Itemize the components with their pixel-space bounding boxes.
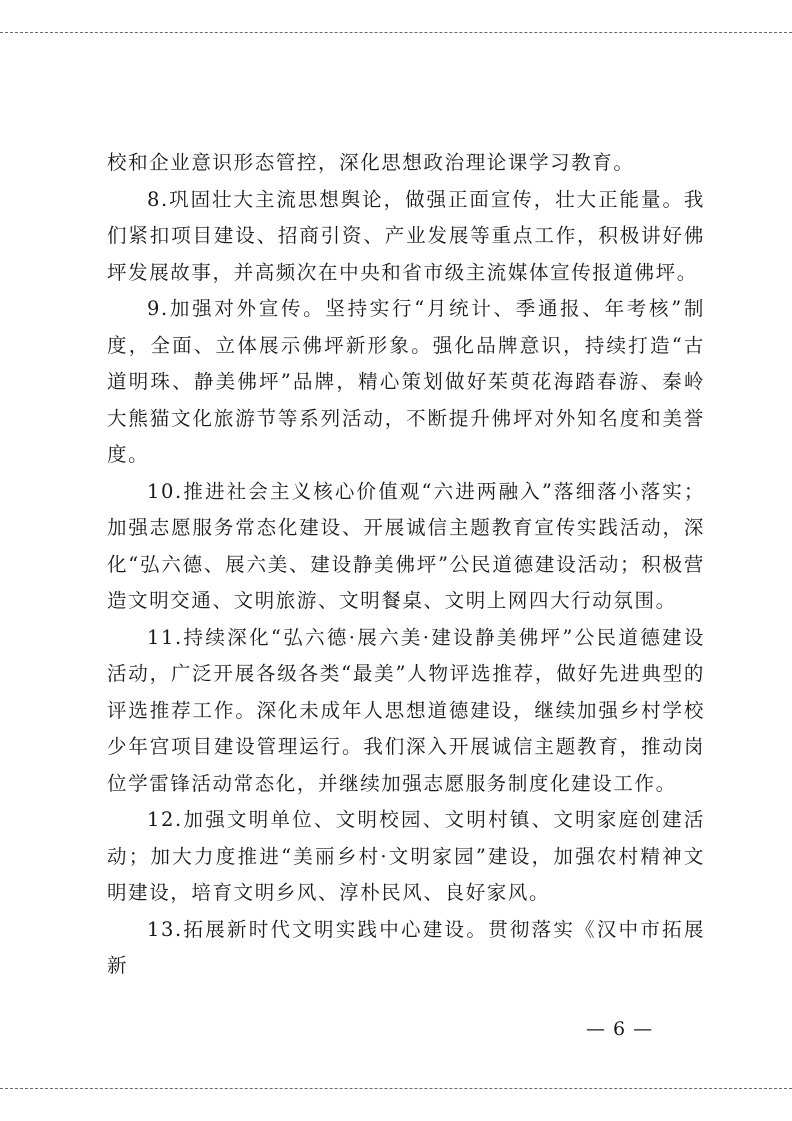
paragraph-item-13: 13.拓展新时代文明实践中心建设。贯彻落实《汉中市拓展新 (107, 917, 705, 977)
document-body (107, 145, 705, 985)
paragraph-item-12: 12.加强文明单位、文明校园、文明村镇、文明家庭创建活动；加大力度推进“美丽乡村·文明家园”建设，加强农村精神文明建设，培育文明乡风、淳朴民风、良好家风。 (107, 808, 705, 904)
paragraph-item-10: 10.推进社会主义核心价值观“六进两融入”落细落小落实；加强志愿服务常态化建设、开展诚信主题教育宣传实践活动，深化“弘六德、展六美、建设静美佛坪”公民道德建设活动；积极营造文明交通、文明旅游、文明餐桌、文明上网四大行动氛围。 (107, 479, 705, 612)
paragraph-item-11: 11.持续深化“弘六德·展六美·建设静美佛坪”公民道德建设活动，广泛开展各级各类“最美”人物评选推荐，做好先进典型的评选推荐工作。深化未成年人思想道德建设，继续加强乡村学校少年宫项目建设管理运行。我们深入开展诚信主题教育，推动岗位学雷锋活动常态化，并继续加强志愿服务制度化建设工作。 (107, 625, 705, 795)
paragraph-item-9: 9.加强对外宣传。坚持实行“月统计、季通报、年考核”制度，全面、立体展示佛坪新形象。强化品牌意识，持续打造“古道明珠、静美佛坪”品牌，精心策划做好茱萸花海踏春游、秦岭大熊猫文化旅游节等系列活动，不断提升佛坪对外知名度和美誉度。 (107, 297, 705, 466)
bottom-dashed-rule (0, 1088, 792, 1089)
page-number: — 6 — (586, 1018, 654, 1040)
top-dashed-rule (0, 32, 792, 33)
paragraph-item-8: 8.巩固壮大主流思想舆论，做强正面宣传，壮大正能量。我们紧扣项目建设、招商引资、产业发展等重点工作，积极讲好佛坪发展故事，并高频次在中央和省市级主流媒体宣传报道佛坪。 (107, 187, 705, 284)
paragraph-continuation: 校和企业意识形态管控，深化思想政治理论课学习教育。 (107, 151, 635, 174)
